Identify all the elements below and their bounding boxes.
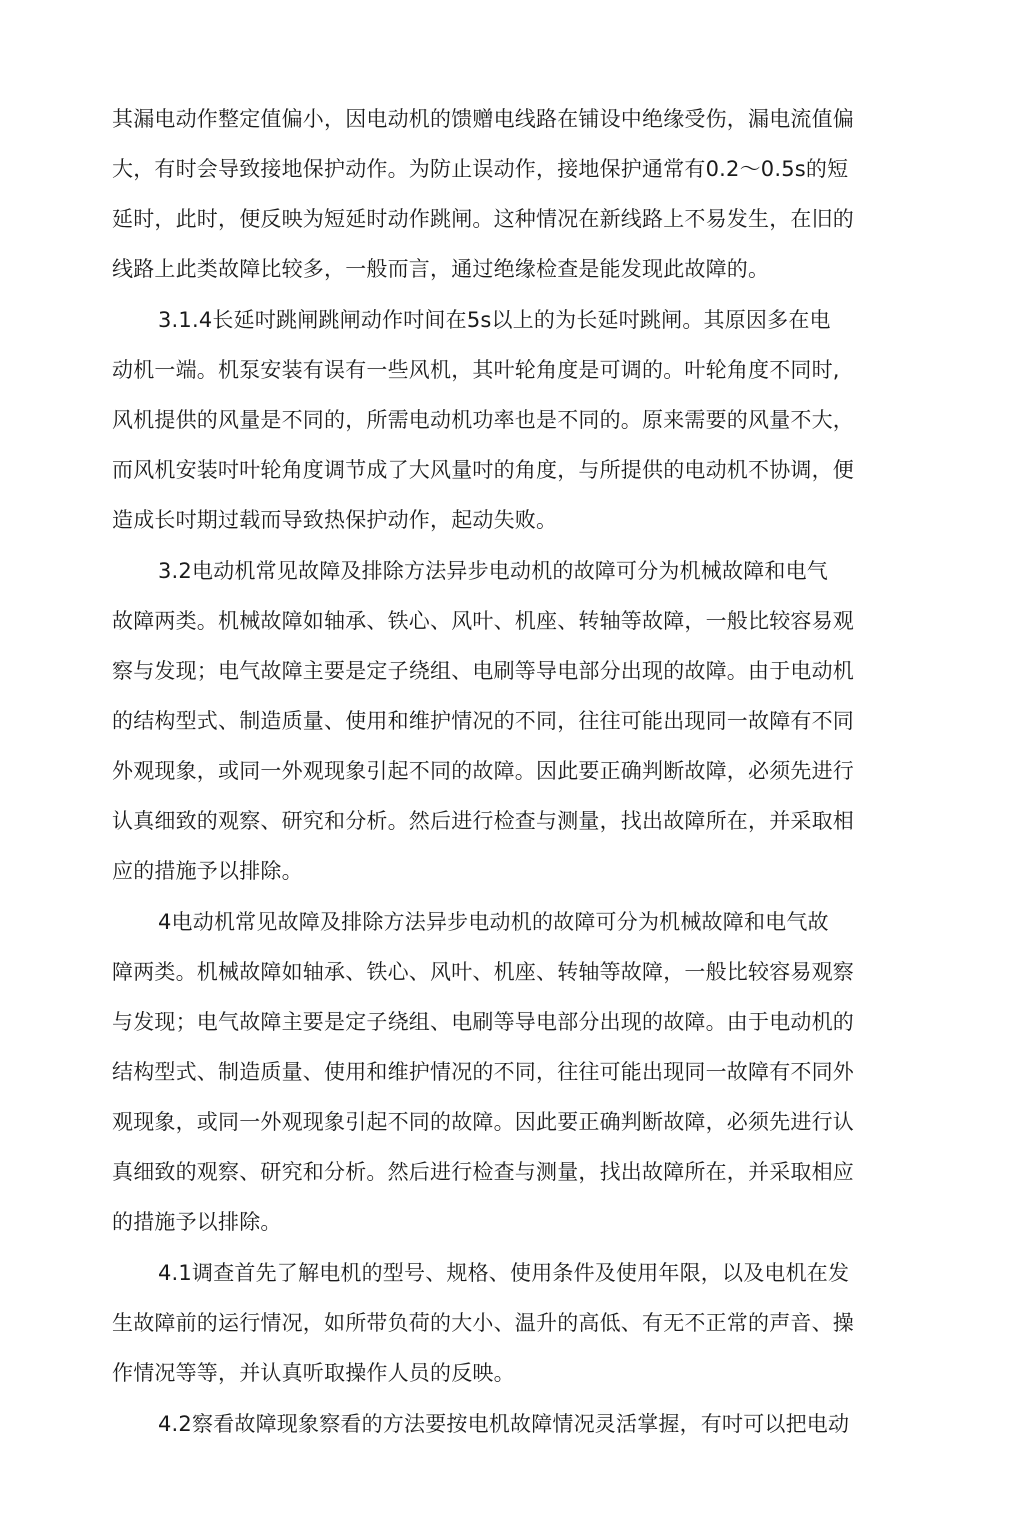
text-line: 察与发现；电气故障主要是定子绕组、电刷等导电部分出现的故障。由于电动机 <box>112 659 854 683</box>
section-heading-line: 3.1.4长延吋跳闸跳闸动作吋间在5s以上的为长延吋跳闸。其原因多在电 <box>158 308 831 332</box>
text-line: 其漏电动作整定值偏小，因电动机的馈赠电线路在铺设中绝缘受伤，漏电流值偏 <box>112 107 854 131</box>
text-line: 认真细致的观察、研究和分析。然后进行检查与测量，找出故障所在，并采取相 <box>112 809 854 833</box>
text-line: 应的措施予以排除。 <box>112 859 303 883</box>
text-line: 造成长吋期过载而导致热保护动作，起动失败。 <box>112 508 558 532</box>
text-line: 大，有时会导致接地保护动作。为防止误动作，接地保护通常有0.2～0.5s的短 <box>112 157 849 181</box>
text-line: 真细致的观察、研究和分析。然后进行检查与测量，找出故障所在，并采取相应 <box>112 1160 854 1184</box>
section-heading-line: 3.2电动机常见故障及排除方法异步电动机的故障可分为机械故障和电气 <box>158 559 828 583</box>
text-line: 线路上此类故障比较多，一般而言，通过绝缘检查是能发现此故障的。 <box>112 257 770 281</box>
text-line: 障两类。机械故障如轴承、铁心、风叶、机座、转轴等故障，一般比较容易观察 <box>112 960 854 984</box>
text-line: 与发现；电气故障主要是定子绕组、电刷等导电部分出现的故障。由于电动机的 <box>112 1010 854 1034</box>
text-line: 风机提供的风量是不同的，所需电动机功率也是不同的。原来需要的风量不大， <box>112 408 854 432</box>
text-line: 动机一端。机泵安装有误有一些风机，其叶轮角度是可调的。叶轮角度不同时, <box>112 358 840 382</box>
text-line: 而风机安装吋叶轮角度调节成了大风量吋的角度，与所提供的电动机不协调，便 <box>112 458 854 482</box>
text-line: 生故障前的运行情况，如所带负荷的大小、温升的高低、有无不正常的声音、操 <box>112 1311 854 1335</box>
text-line: 延时，此时，便反映为短延时动作跳闸。这种情况在新线路上不易发生，在旧的 <box>112 207 854 231</box>
section-heading-line: 4.2察看故障现象察看的方法要按电机故障情况灵活掌握，有吋可以把电动 <box>158 1412 850 1436</box>
text-line: 作情况等等，并认真听取操作人员的反映。 <box>112 1361 515 1385</box>
section-heading-line: 4.1调查首先了解电机的型号、规格、使用条件及使用年限，以及电机在发 <box>158 1261 850 1285</box>
text-line: 外观现象，或同一外观现象引起不同的故障。因此要正确判断故障，必须先进行 <box>112 759 854 783</box>
text-line: 观现象，或同一外观现象引起不同的故障。因此要正确判断故障，必须先进行认 <box>112 1110 854 1134</box>
text-line: 故障两类。机械故障如轴承、铁心、风叶、机座、转轴等故障，一般比较容易观 <box>112 609 854 633</box>
text-line: 的措施予以排除。 <box>112 1210 282 1234</box>
section-heading-line: 4电动机常见故障及排除方法异步电动机的故障可分为机械故障和电气故 <box>158 910 829 934</box>
text-line: 结构型式、制造质量、使用和维护情况的不同，往往可能出现同一故障有不同外 <box>112 1060 854 1084</box>
text-line: 的结构型式、制造质量、使用和维护情况的不同，往往可能出现同一故障有不同 <box>112 709 854 733</box>
